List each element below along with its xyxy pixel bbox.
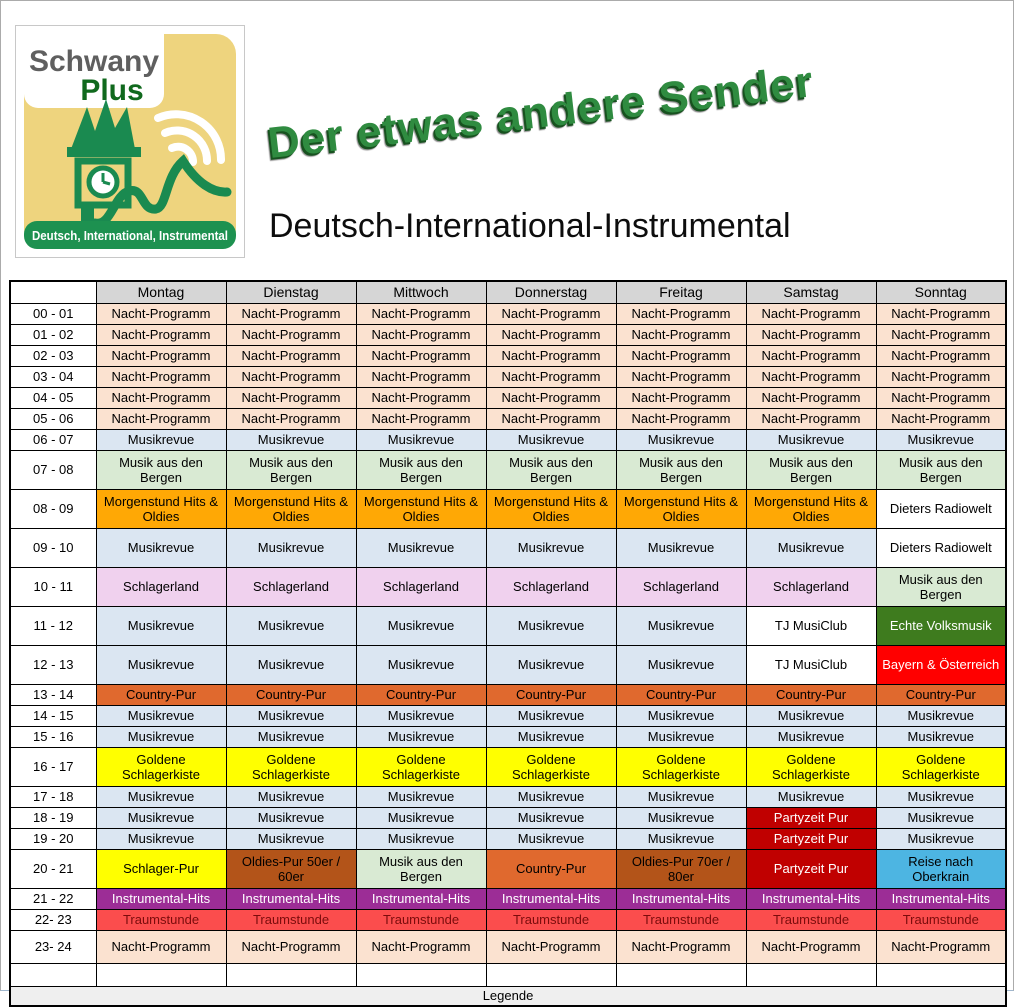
program-cell: Musikrevue (486, 430, 616, 451)
program-cell: Nacht-Programm (746, 409, 876, 430)
program-cell: Morgenstund Hits & Oldies (226, 490, 356, 529)
header-titles (263, 1, 883, 261)
program-cell: Partyzeit Pur (746, 850, 876, 889)
program-cell: Nacht-Programm (746, 388, 876, 409)
schedule-row (10, 568, 1006, 607)
program-cell: Musikrevue (876, 829, 1006, 850)
program-cell: Nacht-Programm (876, 325, 1006, 346)
program-cell: Nacht-Programm (486, 325, 616, 346)
program-cell: Musikrevue (876, 727, 1006, 748)
program-cell: Nacht-Programm (746, 367, 876, 388)
program-cell (616, 964, 746, 987)
station-subtitle: Deutsch-International-Instrumental (269, 207, 791, 245)
time-label: 05 - 06 (10, 409, 96, 430)
program-cell: Musikrevue (96, 607, 226, 646)
program-cell (356, 964, 486, 987)
program-cell: Country-Pur (876, 685, 1006, 706)
program-cell: Nacht-Programm (356, 409, 486, 430)
schedule-row (10, 325, 1006, 346)
program-cell: Musikrevue (616, 607, 746, 646)
logo-banner-text: Deutsch, International, Instrumental (32, 228, 228, 243)
time-label: 22- 23 (10, 910, 96, 931)
schedule-row (10, 706, 1006, 727)
program-cell: Musik aus den Bergen (356, 850, 486, 889)
program-cell: Musikrevue (356, 787, 486, 808)
schedule-row (10, 607, 1006, 646)
program-cell (226, 964, 356, 987)
program-cell: Country-Pur (486, 850, 616, 889)
program-cell: Nacht-Programm (616, 931, 746, 964)
schedule-row (10, 964, 1006, 987)
program-cell: Nacht-Programm (876, 346, 1006, 367)
time-label: 11 - 12 (10, 607, 96, 646)
program-cell: Dieters Radiowelt (876, 490, 1006, 529)
time-label: 03 - 04 (10, 367, 96, 388)
program-cell: Nacht-Programm (96, 304, 226, 325)
program-cell: Musikrevue (226, 808, 356, 829)
program-cell: Nacht-Programm (356, 388, 486, 409)
program-cell: Musik aus den Bergen (746, 451, 876, 490)
station-logo-graphic (15, 25, 245, 258)
program-cell: Bayern & Österreich (876, 646, 1006, 685)
program-cell: Nacht-Programm (616, 325, 746, 346)
program-cell: Musikrevue (356, 727, 486, 748)
program-cell: Nacht-Programm (876, 409, 1006, 430)
program-cell: Musikrevue (746, 430, 876, 451)
program-cell: Musikrevue (226, 529, 356, 568)
schedule-row (10, 430, 1006, 451)
corner-cell (10, 281, 96, 304)
program-cell: Goldene Schlagerkiste (876, 748, 1006, 787)
program-cell: Goldene Schlagerkiste (746, 748, 876, 787)
program-cell: Musikrevue (226, 607, 356, 646)
program-cell: Nacht-Programm (226, 409, 356, 430)
program-cell: Traumstunde (356, 910, 486, 931)
program-cell: Musikrevue (356, 607, 486, 646)
program-cell: Musikrevue (746, 787, 876, 808)
program-cell: Nacht-Programm (96, 388, 226, 409)
program-cell: Musikrevue (226, 646, 356, 685)
program-cell: Nacht-Programm (616, 409, 746, 430)
program-cell: Musik aus den Bergen (876, 451, 1006, 490)
program-cell: Traumstunde (876, 910, 1006, 931)
program-cell: Musikrevue (616, 430, 746, 451)
program-cell: Nacht-Programm (486, 388, 616, 409)
program-cell: Partyzeit Pur (746, 808, 876, 829)
schedule-row (10, 829, 1006, 850)
time-label: 08 - 09 (10, 490, 96, 529)
program-cell: Traumstunde (746, 910, 876, 931)
schedule-row (10, 367, 1006, 388)
program-cell: Nacht-Programm (356, 304, 486, 325)
program-cell: Musikrevue (96, 430, 226, 451)
schedule-row (10, 490, 1006, 529)
program-cell (486, 964, 616, 987)
program-cell: Musikrevue (486, 706, 616, 727)
program-cell: Nacht-Programm (356, 367, 486, 388)
time-label: 00 - 01 (10, 304, 96, 325)
program-cell: Musikrevue (616, 787, 746, 808)
program-cell: Echte Volksmusik (876, 607, 1006, 646)
program-cell: Musikrevue (356, 808, 486, 829)
program-cell: Country-Pur (616, 685, 746, 706)
time-label: 04 - 05 (10, 388, 96, 409)
program-cell: TJ MusiClub (746, 607, 876, 646)
program-cell: Nacht-Programm (616, 388, 746, 409)
program-cell: Musikrevue (486, 727, 616, 748)
time-label: 10 - 11 (10, 568, 96, 607)
program-cell: Nacht-Programm (486, 409, 616, 430)
program-cell: Nacht-Programm (616, 346, 746, 367)
program-cell: Nacht-Programm (746, 346, 876, 367)
program-cell: Musikrevue (616, 646, 746, 685)
program-cell: Nacht-Programm (616, 367, 746, 388)
program-cell: Country-Pur (486, 685, 616, 706)
time-label: 17 - 18 (10, 787, 96, 808)
schedule-row (10, 808, 1006, 829)
time-label: 06 - 07 (10, 430, 96, 451)
program-cell: Instrumental-Hits (356, 889, 486, 910)
program-cell: Musikrevue (96, 706, 226, 727)
program-cell: Musik aus den Bergen (616, 451, 746, 490)
program-cell: Nacht-Programm (876, 367, 1006, 388)
program-cell: Musikrevue (876, 706, 1006, 727)
schedule-row (10, 748, 1006, 787)
program-cell: Musik aus den Bergen (356, 451, 486, 490)
program-cell: Instrumental-Hits (226, 889, 356, 910)
schedule-row (10, 346, 1006, 367)
program-cell: Instrumental-Hits (616, 889, 746, 910)
program-cell: Instrumental-Hits (486, 889, 616, 910)
time-label: 02 - 03 (10, 346, 96, 367)
program-cell: Country-Pur (356, 685, 486, 706)
program-cell: Musikrevue (356, 646, 486, 685)
program-cell: Traumstunde (486, 910, 616, 931)
program-cell: Nacht-Programm (96, 346, 226, 367)
program-cell: Goldene Schlagerkiste (486, 748, 616, 787)
program-cell: Oldies-Pur 50er / 60er (226, 850, 356, 889)
program-cell: Nacht-Programm (226, 325, 356, 346)
program-cell: Schlagerland (746, 568, 876, 607)
program-cell: Musikrevue (486, 607, 616, 646)
program-cell: Schlagerland (226, 568, 356, 607)
program-cell: Nacht-Programm (876, 931, 1006, 964)
program-cell: Musikrevue (486, 529, 616, 568)
program-cell: Nacht-Programm (486, 367, 616, 388)
day-header: Dienstag (226, 281, 356, 304)
program-cell: Musikrevue (96, 529, 226, 568)
program-cell: Musikrevue (356, 529, 486, 568)
logo-brand-bottom: Plus (80, 74, 144, 107)
program-cell: Musikrevue (616, 829, 746, 850)
program-cell: Musikrevue (226, 727, 356, 748)
program-cell: Musikrevue (616, 808, 746, 829)
program-cell: Musikrevue (356, 706, 486, 727)
program-cell: Musikrevue (96, 808, 226, 829)
program-cell: Schlagerland (96, 568, 226, 607)
program-cell: TJ MusiClub (746, 646, 876, 685)
program-cell: Musikrevue (746, 706, 876, 727)
day-header: Mittwoch (356, 281, 486, 304)
program-cell: Oldies-Pur 70er / 80er (616, 850, 746, 889)
time-label (10, 964, 96, 987)
time-label: 23- 24 (10, 931, 96, 964)
program-cell: Musikrevue (876, 430, 1006, 451)
program-cell: Nacht-Programm (876, 304, 1006, 325)
program-cell: Musikrevue (356, 430, 486, 451)
schedule-row (10, 409, 1006, 430)
program-cell: Morgenstund Hits & Oldies (746, 490, 876, 529)
program-cell: Musikrevue (486, 787, 616, 808)
program-cell: Musikrevue (616, 727, 746, 748)
program-cell: Traumstunde (226, 910, 356, 931)
time-label: 12 - 13 (10, 646, 96, 685)
program-cell: Musikrevue (876, 787, 1006, 808)
program-cell: Reise nach Oberkrain (876, 850, 1006, 889)
program-cell: Musikrevue (96, 829, 226, 850)
program-cell: Morgenstund Hits & Oldies (356, 490, 486, 529)
program-cell: Musikrevue (746, 529, 876, 568)
program-cell: Nacht-Programm (486, 304, 616, 325)
program-cell: Musikrevue (616, 529, 746, 568)
day-header-row (10, 281, 1006, 304)
time-label: 19 - 20 (10, 829, 96, 850)
legend-label: Legende (10, 987, 1006, 1007)
program-cell: Morgenstund Hits & Oldies (486, 490, 616, 529)
program-cell: Nacht-Programm (226, 931, 356, 964)
program-cell: Musikrevue (746, 727, 876, 748)
program-cell: Musik aus den Bergen (226, 451, 356, 490)
schedule-table (9, 280, 1007, 1007)
program-cell: Partyzeit Pur (746, 829, 876, 850)
program-cell: Musikrevue (226, 787, 356, 808)
program-cell: Nacht-Programm (486, 346, 616, 367)
program-cell: Nacht-Programm (356, 325, 486, 346)
program-cell: Schlagerland (356, 568, 486, 607)
program-cell: Traumstunde (616, 910, 746, 931)
logo-brand-top: Schwany (28, 45, 160, 78)
schedule-row (10, 388, 1006, 409)
program-cell: Musikrevue (96, 727, 226, 748)
program-cell: Nacht-Programm (96, 367, 226, 388)
program-cell: Nacht-Programm (96, 409, 226, 430)
time-label: 16 - 17 (10, 748, 96, 787)
program-cell: Nacht-Programm (226, 388, 356, 409)
program-cell: Musikrevue (616, 706, 746, 727)
program-cell: Musikrevue (876, 808, 1006, 829)
program-cell: Country-Pur (226, 685, 356, 706)
program-cell: Morgenstund Hits & Oldies (616, 490, 746, 529)
schedule-row (10, 304, 1006, 325)
program-cell: Nacht-Programm (616, 304, 746, 325)
program-cell: Musik aus den Bergen (96, 451, 226, 490)
day-header: Samstag (746, 281, 876, 304)
program-cell: Musikrevue (486, 808, 616, 829)
schedule-row (10, 850, 1006, 889)
program-cell: Goldene Schlagerkiste (226, 748, 356, 787)
program-cell: Country-Pur (746, 685, 876, 706)
schedule-row (10, 787, 1006, 808)
program-cell: Nacht-Programm (486, 931, 616, 964)
program-cell: Nacht-Programm (746, 325, 876, 346)
time-label: 21 - 22 (10, 889, 96, 910)
station-slogan: Der etwas andere Sender (265, 57, 817, 169)
time-label: 13 - 14 (10, 685, 96, 706)
program-cell (96, 964, 226, 987)
schedule-row (10, 931, 1006, 964)
time-label: 15 - 16 (10, 727, 96, 748)
program-cell: Schlagerland (616, 568, 746, 607)
program-cell: Nacht-Programm (96, 325, 226, 346)
schedule-row (10, 529, 1006, 568)
day-header: Freitag (616, 281, 746, 304)
program-cell: Nacht-Programm (226, 346, 356, 367)
program-cell: Musik aus den Bergen (876, 568, 1006, 607)
day-header: Montag (96, 281, 226, 304)
schedule-row (10, 910, 1006, 931)
program-cell: Musikrevue (226, 430, 356, 451)
program-cell: Nacht-Programm (746, 304, 876, 325)
schedule-row (10, 451, 1006, 490)
program-cell: Goldene Schlagerkiste (96, 748, 226, 787)
program-cell: Nacht-Programm (226, 304, 356, 325)
program-cell: Musikrevue (226, 829, 356, 850)
schedule-row (10, 685, 1006, 706)
program-cell: Nacht-Programm (876, 388, 1006, 409)
program-cell: Musikrevue (96, 787, 226, 808)
program-cell: Nacht-Programm (746, 931, 876, 964)
time-label: 18 - 19 (10, 808, 96, 829)
program-cell: Morgenstund Hits & Oldies (96, 490, 226, 529)
time-label: 14 - 15 (10, 706, 96, 727)
day-header: Sonntag (876, 281, 1006, 304)
schedule-row (10, 727, 1006, 748)
time-label: 09 - 10 (10, 529, 96, 568)
time-label: 01 - 02 (10, 325, 96, 346)
program-cell: Musikrevue (226, 706, 356, 727)
day-header: Donnerstag (486, 281, 616, 304)
schedule-row (10, 646, 1006, 685)
program-cell (746, 964, 876, 987)
program-cell: Country-Pur (96, 685, 226, 706)
program-cell: Goldene Schlagerkiste (356, 748, 486, 787)
program-cell: Nacht-Programm (96, 931, 226, 964)
program-cell: Nacht-Programm (356, 931, 486, 964)
program-cell: Instrumental-Hits (746, 889, 876, 910)
program-cell: Instrumental-Hits (876, 889, 1006, 910)
schedule-row (10, 889, 1006, 910)
program-cell (876, 964, 1006, 987)
program-cell: Schlager-Pur (96, 850, 226, 889)
legend-row (10, 987, 1006, 1007)
station-logo (15, 25, 245, 258)
program-cell: Nacht-Programm (356, 346, 486, 367)
program-cell: Musikrevue (356, 829, 486, 850)
program-cell: Musik aus den Bergen (486, 451, 616, 490)
program-cell: Nacht-Programm (226, 367, 356, 388)
program-cell: Musikrevue (486, 829, 616, 850)
program-cell: Traumstunde (96, 910, 226, 931)
time-label: 07 - 08 (10, 451, 96, 490)
program-cell: Musikrevue (96, 646, 226, 685)
program-cell: Goldene Schlagerkiste (616, 748, 746, 787)
program-cell: Instrumental-Hits (96, 889, 226, 910)
time-label: 20 - 21 (10, 850, 96, 889)
program-cell: Dieters Radiowelt (876, 529, 1006, 568)
program-cell: Musikrevue (486, 646, 616, 685)
program-cell: Schlagerland (486, 568, 616, 607)
